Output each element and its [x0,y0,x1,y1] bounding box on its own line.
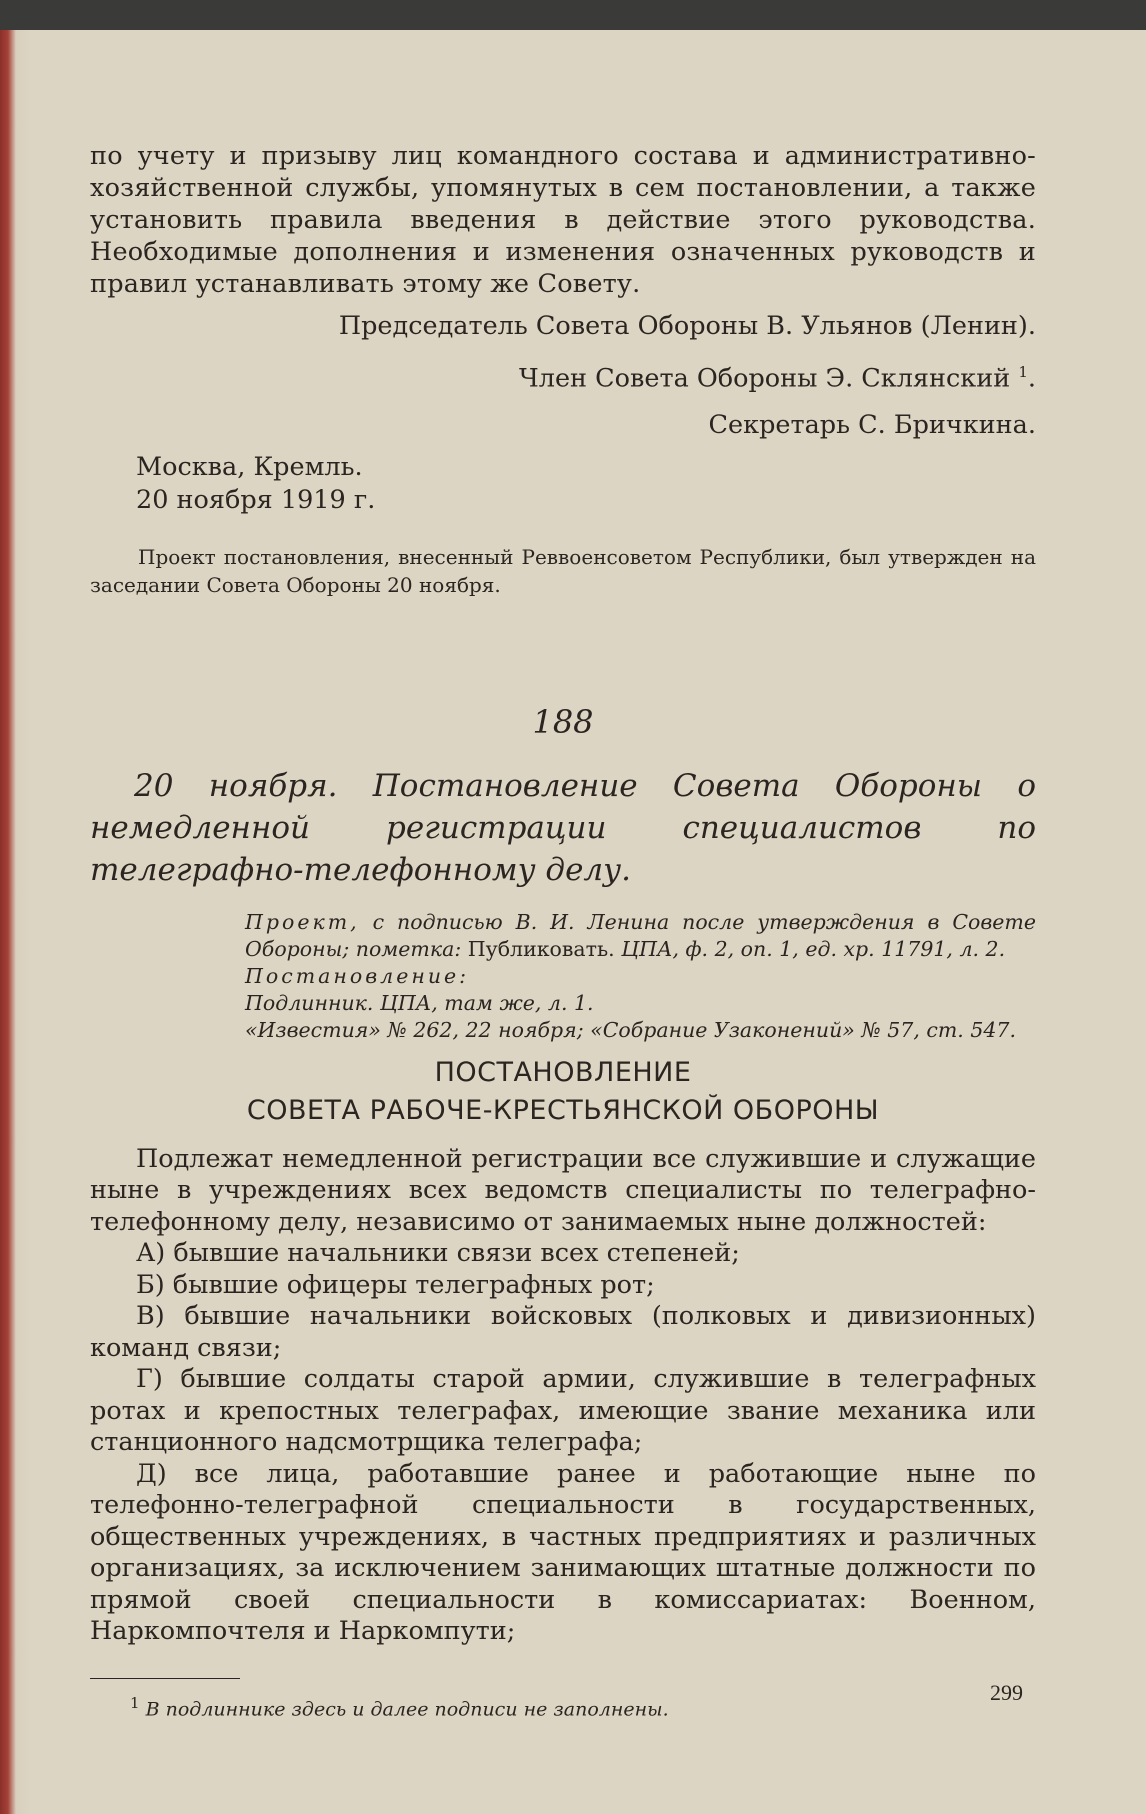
decree-item-g: Г) бывшие солдаты старой армии, служившие в телеграфных ротах и крепостных телеграфах, имеющие звание механика или станционного надсмотрщика телеграфа; [90,1364,1036,1457]
decree-body [90,1144,1036,1648]
footnote [130,1689,1036,1723]
footnote-ref: 1 [1018,363,1028,381]
decree-item-d: Д) все лица, работавшие ранее и работающие ныне по телефонно-телеграфной специальности в государственных, общественных учреждениях, в частных предприятиях и различных организациях, за исключением занимающих штатные должности по прямой своей специальности в комиссариатах: Военном, Наркомпочтеля и Наркомпути; [90,1458,1036,1646]
source-project-ref: ЦПА, ф. 2, оп. 1, ед. хр. 11791, л. 2. [621,936,1006,961]
source-mark-text: Публиковать. [467,936,615,961]
signature-secretary: Секретарь С. Бричкина. [708,409,1036,440]
signature-member-text: Член Совета Обороны Э. Склянский [519,363,1011,394]
decree-item-a: А) бывшие начальники связи всех степеней; [136,1238,740,1268]
footnote-divider [90,1678,240,1679]
source-original: Подлинник. ЦПА, там же, л. 1. [245,990,594,1015]
decree-item-b: Б) бывшие офицеры телеграфных рот; [136,1269,655,1300]
decree-heading-line1: ПОСТАНОВЛЕНИЕ [434,1056,692,1088]
footnote-text: В подлиннике здесь и далее подписи не заполнены. [145,1697,669,1720]
document-number: 188 [532,702,594,741]
place-and-date [136,451,1036,517]
editorial-note: Проект постановления, внесенный Реввоенсоветом Республики, был утвержден на заседании Совета Обороны 20 ноября. [90,544,1036,597]
place: Москва, Кремль. [136,451,363,482]
book-page [90,140,1036,1723]
document-title: 20 ноября. Постановление Совета Обороны о немедленной регистрации специалистов по телеграфно-телефонному делу. [90,767,1036,888]
decree-item-v: В) бывшие начальники войсковых (полковых и дивизионных) команд связи; [90,1301,1036,1363]
page-number: 299 [990,1680,1023,1705]
archival-sources [245,909,1036,1044]
source-project [245,909,1036,963]
decree-paragraph: Подлежат немедленной регистрации все служившие и служащие ныне в учреждениях всех ведомств специалисты по телеграфно-телефонному делу, независимо от занимаемых ныне должностей: [90,1143,1036,1237]
footnote-mark: 1 [130,1693,140,1712]
signature-member: Член Совета Обороны Э. Склянский $^1$. [519,363,1036,394]
book-binding-edge [0,30,30,1814]
source-project-label: Проект, [245,909,360,934]
source-publications: «Известия» № 262, 22 ноября; «Собрание Узаконений» № 57, ст. 547. [245,1017,1016,1042]
decree-heading [90,1054,1036,1130]
signature-chairman: Председатель Совета Обороны В. Ульянов (Ленин). [338,311,1036,341]
continuation-paragraph: по учету и призыву лиц командного состава и административно-хозяйственной службы, упомянутых в сем постановлении, а также установить правила введения в действие этого руководства. Необходимые дополнения и изменения означенных руководств и правил устанавливать этому же Совету. [90,141,1036,299]
source-project-text: с подписью В. И. Ленина после утверждения в Совете Обороны; пометка: [245,909,1036,961]
source-decree-label: Постановление: [245,963,470,988]
date: 20 ноября 1919 г. [136,484,376,515]
scan-top-bar [0,0,1146,30]
decree-heading-line2: СОВЕТА РАБОЧЕ-КРЕСТЬЯНСКОЙ ОБОРОНЫ [246,1094,880,1126]
